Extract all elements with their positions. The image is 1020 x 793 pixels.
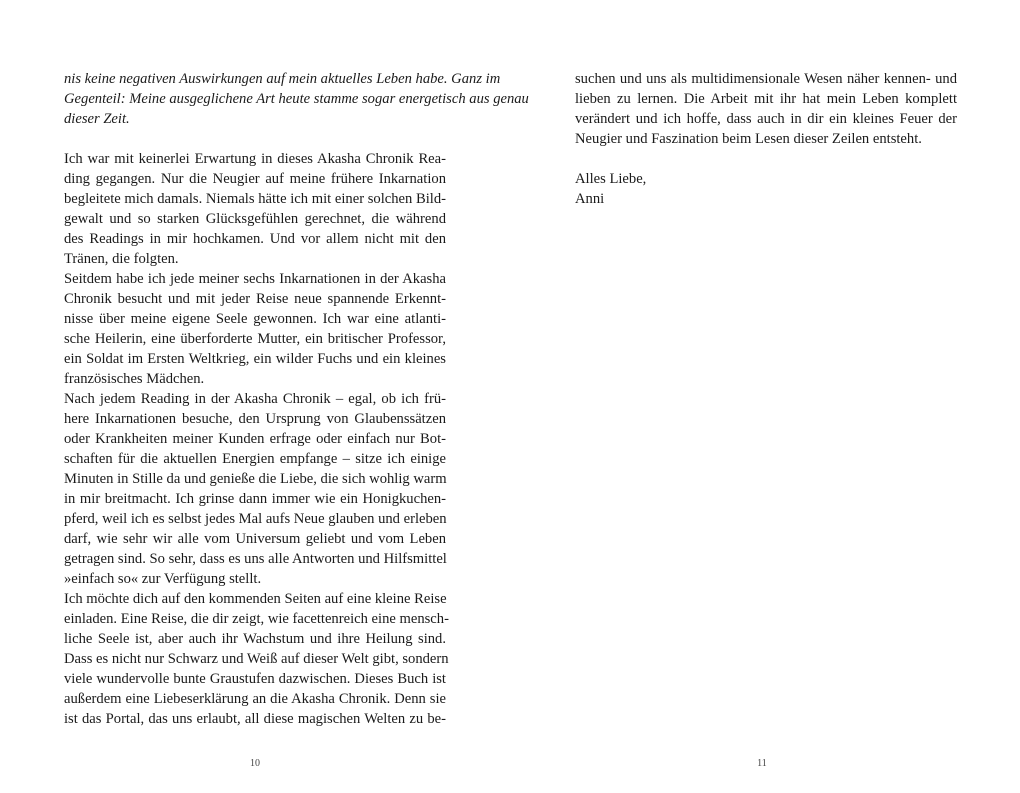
text-line: lieben zu lernen. Die Arbeit mit ihr hat mein Leben komplett <box>575 91 957 107</box>
text-line: verändert und ich hoffe, dass auch in dir ein kleines Feuer der <box>575 111 957 127</box>
text-line: ein Soldat im Ersten Weltkrieg, ein wilder Fuchs und ein kleines <box>64 351 446 367</box>
text-line: gewalt und so starken Glücksgefühlen gerechnet, die während <box>64 211 446 227</box>
text-line: »einfach so« zur Verfügung stellt. <box>64 571 262 587</box>
paragraph <box>64 149 446 269</box>
text-line: Tränen, die folgten. <box>64 251 179 267</box>
text-line: Ich möchte dich auf den kommenden Seiten auf eine kleine Reise <box>64 591 447 607</box>
text-line: schaften für die aktuellen Energien empfange – sitze ich einige <box>64 451 446 467</box>
right-page <box>510 0 1020 793</box>
text-line: ding gegangen. Nur die Neugier auf meine frühere Inkarnation <box>64 171 446 187</box>
text-line: Nach jedem Reading in der Akasha Chronik – egal, ob ich frü- <box>64 391 446 407</box>
text-line: Gegenteil: Meine ausgeglichene Art heute stamme sogar energetisch aus genau <box>64 91 529 107</box>
text-line: Dass es nicht nur Schwarz und Weiß auf dieser Welt gibt, sondern <box>64 651 449 667</box>
text-line: suchen und uns als multidimensionale Wesen näher kennen- und <box>575 71 957 87</box>
right-text-column <box>575 69 957 209</box>
text-line: nisse über meine eigene Seele gewonnen. Ich war eine atlanti- <box>64 311 446 327</box>
text-line: in mir breitmacht. Ich grinse dann immer wie ein Honigkuchen- <box>64 491 446 507</box>
text-line: viele wundervolle bunte Graustufen dazwischen. Dieses Buch ist <box>64 671 446 687</box>
paragraph <box>64 389 446 589</box>
text-line: dieser Zeit. <box>64 111 130 127</box>
text-line: Minuten in Stille da und genieße die Liebe, die sich wohlig warm <box>64 471 447 487</box>
page-number-right: 11 <box>757 758 767 769</box>
italic-passage <box>64 69 529 129</box>
text-line: französisches Mädchen. <box>64 371 205 387</box>
left-text-column <box>64 69 529 729</box>
text-line: nis keine negativen Auswirkungen auf mein aktuelles Leben habe. Ganz im <box>64 71 501 87</box>
text-line: darf, wie sehr wir alle vom Universum geliebt und vom Leben <box>64 531 446 547</box>
paragraph-gap <box>64 129 446 149</box>
paragraph-gap <box>575 149 957 169</box>
paragraph <box>64 589 449 729</box>
text-line: ist das Portal, das uns erlaubt, all diese magischen Welten zu be- <box>64 711 446 727</box>
text-line: sche Heilerin, eine überforderte Mutter, ein britischer Professor, <box>64 331 446 347</box>
text-line: oder Krankheiten meiner Kunden erfrage oder einfach nur Bot- <box>64 431 446 447</box>
text-line: des Readings in mir hochkamen. Und vor allem nicht mit den <box>64 231 446 247</box>
text-line: begleitete mich damals. Niemals hätte ich mit einer solchen Bild- <box>64 191 446 207</box>
text-line: getragen sind. So sehr, dass es uns alle Antworten und Hilfsmittel <box>64 551 447 567</box>
text-line: here Inkarnationen besuche, den Ursprung von Glaubenssätzen <box>64 411 446 427</box>
text-line: liche Seele ist, aber auch ihr Wachstum und ihre Heilung sind. <box>64 631 446 647</box>
text-line: Chronik besucht und mit jeder Reise neue spannende Erkennt- <box>64 291 446 307</box>
text-line: Seitdem habe ich jede meiner sechs Inkarnationen in der Akasha <box>64 271 446 287</box>
signature: Anni <box>575 191 605 207</box>
text-line: einladen. Eine Reise, die dir zeigt, wie facettenreich eine mensch- <box>64 611 449 627</box>
text-line: pferd, weil ich es selbst jedes Mal aufs Neue glauben und erleben <box>64 511 447 527</box>
text-line: Ich war mit keinerlei Erwartung in dieses Akasha Chronik Rea- <box>64 151 446 167</box>
closing-line: Alles Liebe, <box>575 171 647 187</box>
paragraph <box>575 69 957 149</box>
paragraph <box>64 269 446 389</box>
text-line: außerdem eine Liebeserklärung an die Akasha Chronik. Denn sie <box>64 691 446 707</box>
page-number-left: 10 <box>250 758 260 769</box>
text-line: Neugier und Faszination beim Lesen dieser Zeilen entsteht. <box>575 131 922 147</box>
